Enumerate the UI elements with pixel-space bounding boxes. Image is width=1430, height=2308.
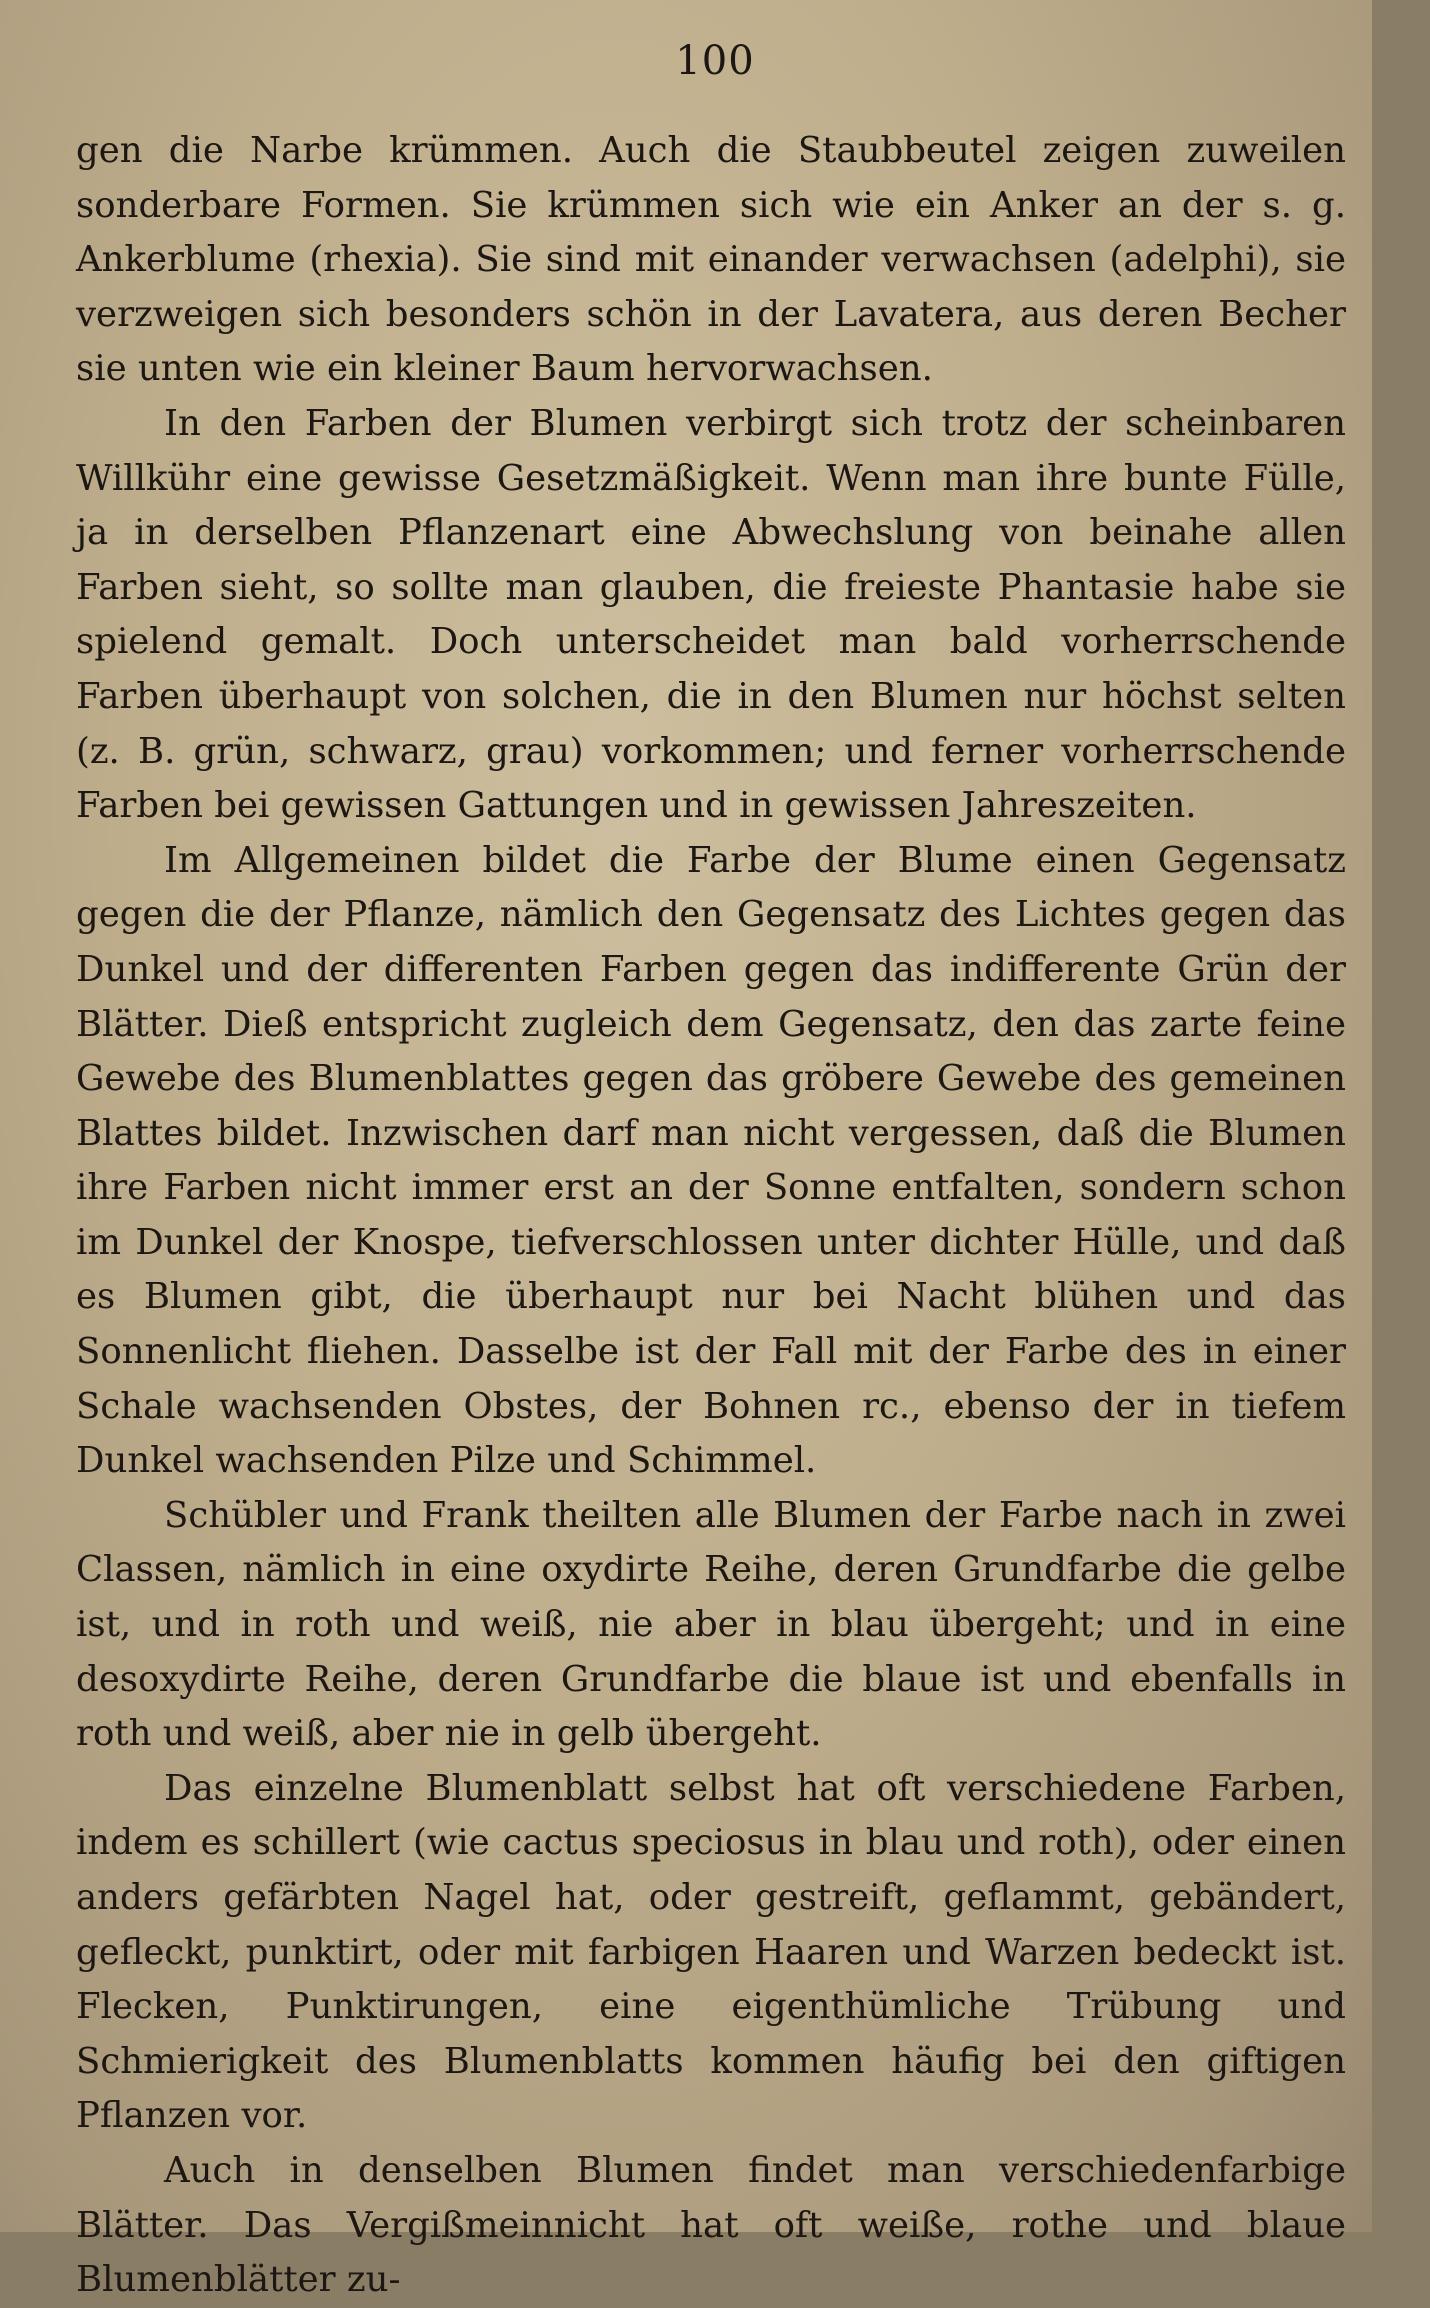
paragraph: Auch in denselben Blumen findet man verschiedenfarbige Blätter. Das Vergißmeinnicht hat oft weiße, rothe und blaue Blumenblätter zu- xyxy=(76,2149,1346,2301)
paragraph: Das einzelne Blumenblatt selbst hat oft verschiedene Farben, indem es schillert (wie cactus speciosus in blau und roth), oder einen anders gefärbten Nagel hat, oder gestreift, geflammt, gebändert, gefleckt, punktirt, oder mit farbigen Haaren und Warzen bedeckt ist. Flecken, Punktirungen, eine eigenthümliche Trübung und Schmierigkeit des Blumenblatts kommen häufig bei den giftigen Pflanzen vor. xyxy=(76,1767,1346,2137)
paragraph: Im Allgemeinen bildet die Farbe der Blume einen Gegensatz gegen die der Pflanze, nämlich den Gegensatz des Lichtes gegen das Dunkel und der differenten Farben gegen das indifferente Grün der Blätter. Dieß entspricht zugleich dem Gegensatz, den das zarte feine Gewebe des Blumenblattes gegen das gröbere Gewebe des gemeinen Blattes bildet. Inzwischen darf man nicht vergessen, daß die Blumen ihre Farben nicht immer erst an der Sonne entfalten, sondern schon im Dunkel der Knospe, tiefverschlossen unter dichter Hülle, und daß es Blumen gibt, die überhaupt nur bei Nacht blühen und das Sonnenlicht fliehen. Dasselbe ist der Fall mit der Farbe des in einer Schale wachsenden Obstes, der Bohnen rc., ebenso der in tiefem Dunkel wachsenden Pilze und Schimmel. xyxy=(76,839,1346,1482)
paragraph: In den Farben der Blumen verbirgt sich trotz der scheinbaren Willkühr eine gewisse Gesetzmäßigkeit. Wenn man ihre bunte Fülle, ja in derselben Pflanzenart eine Abwechslung von beinahe allen Farben sieht, so sollte man glauben, die freieste Phantasie habe sie spielend gemalt. Doch unterscheidet man bald vorherrschende Farben überhaupt von solchen, die in den Blumen nur höchst selten (z. B. grün, schwarz, grau) vorkommen; und ferner vorherrschende Farben bei gewissen Gattungen und in gewissen Jahreszeiten. xyxy=(76,402,1346,827)
paragraph: gen die Narbe krümmen. Auch die Staubbeutel zeigen zuweilen sonderbare Formen. Sie krümmen sich wie ein Anker an der s. g. Ankerblume (rhexia). Sie sind mit einander verwachsen (adelphi), sie verzweigen sich besonders schön in der Lavatera, aus deren Becher sie unten wie ein kleiner Baum hervorwachsen. xyxy=(76,130,1346,390)
page-number: 100 xyxy=(675,38,755,84)
paragraph: Schübler und Frank theilten alle Blumen der Farbe nach in zwei Classen, nämlich in eine oxydirte Reihe, deren Grundfarbe die gelbe ist, und in roth und weiß, nie aber in blau übergeht; und in eine desoxydirte Reihe, deren Grundfarbe die blaue ist und ebenfalls in roth und weiß, aber nie in gelb übergeht. xyxy=(76,1494,1346,1755)
body-text xyxy=(76,124,1346,2308)
